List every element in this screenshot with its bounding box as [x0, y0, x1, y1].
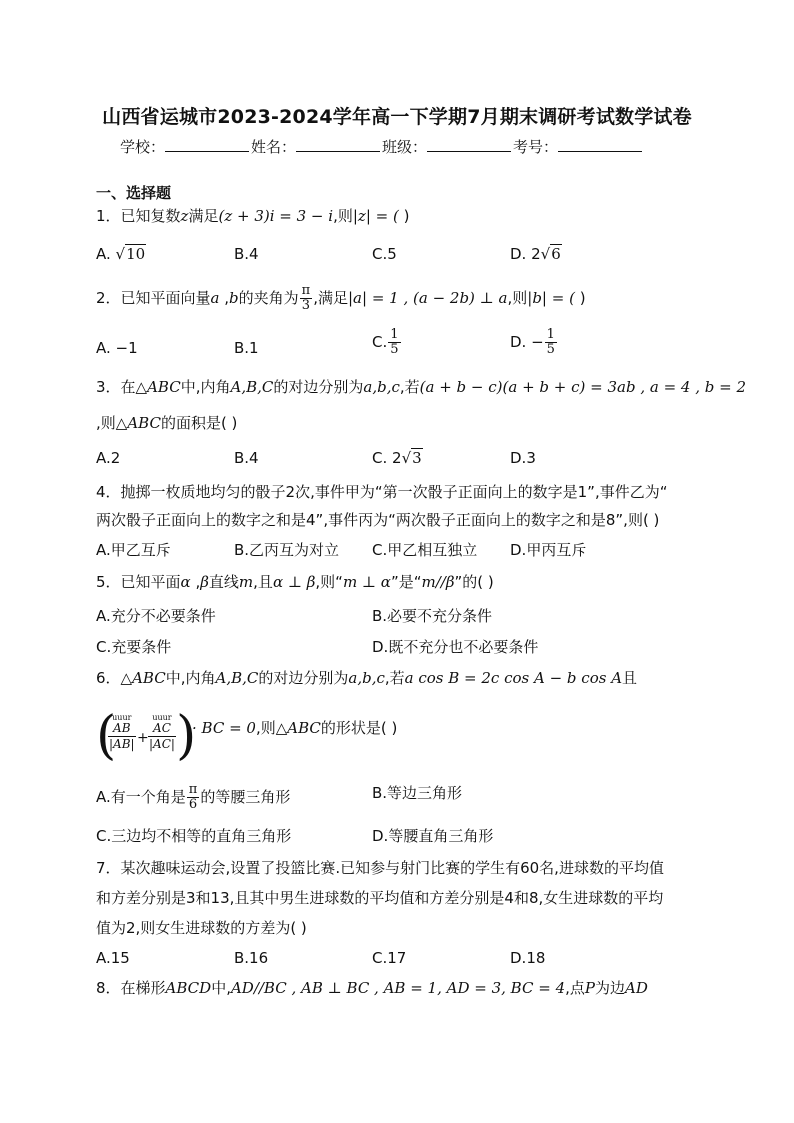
q6-expr: △ABC — [275, 719, 321, 737]
q8-expr: AD//BC , AB ⊥ BC , AB = 1, AD = 3, BC = 4 — [230, 979, 566, 997]
q2-text: ,则 — [507, 289, 528, 307]
q3-option-c — [372, 448, 423, 468]
question-8-stem — [96, 978, 648, 998]
fraction — [388, 328, 400, 357]
q2-text: 的夹角为 — [238, 289, 299, 307]
q8-expr: P — [584, 979, 595, 997]
right-paren: ) — [176, 706, 197, 766]
q6-text: 且 — [622, 669, 638, 687]
question-6-stem — [96, 668, 637, 688]
class-label: 班级： — [382, 138, 428, 156]
q5-text: ,则“ — [315, 573, 343, 591]
q8-text: 中, — [211, 979, 231, 997]
q6-option-d: D.等腰直角三角形 — [372, 827, 494, 845]
q6-expr: A,B,C — [215, 669, 259, 687]
q5-text: 5．已知平面 — [96, 573, 181, 591]
q2-text: ,满足 — [313, 289, 348, 307]
q5-expr: m — [238, 573, 254, 591]
q3-expr: A,B,C — [230, 378, 274, 396]
q1-expr: |z| = ( — [352, 207, 399, 225]
sqrt: √10 — [115, 245, 146, 263]
q1-text: ,则 — [333, 207, 353, 225]
q3-expr: △ABC — [135, 378, 181, 396]
vector-mark: uuur — [152, 713, 172, 722]
q2-vector: b — [229, 289, 239, 307]
frac-num: 1 — [390, 327, 399, 342]
question-7-line-1: 7．某次趣味运动会,设置了投篮比赛.已知参与射门比赛的学生有60名,进球数的平均值 — [96, 859, 664, 877]
q6-text: 的形状是( ) — [320, 719, 398, 737]
q5-text: ”的( ) — [454, 573, 494, 591]
section-title: 一、选择题 — [96, 184, 172, 202]
q4-option-d: D.甲丙互斥 — [510, 541, 587, 559]
q4-option-a: A.甲乙互斥 — [96, 541, 171, 559]
q5-expr: α ⊥ β — [272, 573, 316, 591]
q3-option-a: A.2 — [96, 449, 121, 467]
pi-over-3 — [300, 284, 313, 313]
q1-option-b: B.4 — [234, 245, 259, 263]
q5-option-d: D.既不充分也不必要条件 — [372, 638, 539, 656]
q5-option-c: C.充要条件 — [96, 638, 172, 656]
fraction — [545, 328, 557, 357]
q3-option-b: B.4 — [234, 449, 259, 467]
q6-option-a — [96, 783, 290, 812]
unit-vector-ac — [148, 714, 176, 752]
q1-option-d — [510, 244, 562, 264]
q5-expr: α — [180, 573, 191, 591]
q2-text: ) — [574, 289, 586, 307]
q2-text: 2．已知平面向量 — [96, 289, 211, 307]
q6-expr: · BC = 0 — [192, 719, 256, 737]
student-info-row — [120, 136, 644, 157]
q3-text: ,则 — [96, 414, 116, 432]
sqrt: √6 — [540, 245, 561, 263]
q5-text: ”是“ — [390, 573, 422, 591]
frac-den: 5 — [390, 342, 399, 357]
frac-den: |AB| — [109, 737, 135, 751]
q1-option-a — [96, 244, 146, 264]
frac-num: π — [301, 283, 311, 298]
q6-option-b: B.等边三角形 — [372, 784, 463, 802]
option-label: A.有一个角是 — [96, 788, 186, 806]
q6-text: ,则 — [255, 719, 276, 737]
option-label: C. — [372, 333, 388, 351]
q3-expr: a,b,c — [363, 378, 400, 396]
q6-expr: a cos B = 2c cos A − b cos A — [404, 669, 623, 687]
q2-expr: |a| = 1 , (a − 2b) ⊥ a — [348, 289, 508, 307]
frac-num: AB — [108, 721, 136, 737]
q1-text: 满足 — [188, 207, 219, 225]
question-3-stem-2 — [96, 413, 237, 433]
q3-text: ,若 — [399, 378, 420, 396]
exam-no-blank — [558, 137, 642, 152]
question-7-line-2: 和方差分别是3和13,且其中男生进球数的平均值和方差分别是4和8,女生进球数的平均 — [96, 889, 664, 907]
unit-vector-ab — [108, 714, 136, 752]
q3-text: 的面积是( ) — [160, 414, 238, 432]
q3-text: 中,内角 — [180, 378, 231, 396]
q8-expr: ABCD — [165, 979, 212, 997]
q1-expr: (z + 3)i = 3 − i — [218, 207, 334, 225]
option-label: D. − — [510, 333, 544, 351]
q2-option-b: B.1 — [234, 339, 259, 357]
option-label: D. 2 — [510, 245, 541, 263]
frac-den: 6 — [188, 797, 198, 812]
q2-vector: a — [210, 289, 220, 307]
q3-expr: (a + b − c)(a + b + c) = 3ab , a = 4 , b = 2 — [419, 378, 747, 396]
q8-text: ,点 — [565, 979, 585, 997]
frac-num: AC — [148, 721, 176, 737]
q6-option-c: C.三边均不相等的直角三角形 — [96, 827, 292, 845]
name-label: 姓名： — [251, 138, 297, 156]
q5-option-b: B.必要不充分条件 — [372, 607, 493, 625]
school-label: 学校： — [120, 138, 166, 156]
q6-expr: a,b,c — [348, 669, 385, 687]
q3-option-d: D.3 — [510, 449, 536, 467]
name-blank — [296, 137, 380, 152]
left-paren: ( — [96, 706, 117, 766]
question-3-stem — [96, 377, 746, 397]
exam-title: 山西省运城市2023-2024学年高一下学期7月期末调研考试数学试卷 — [102, 106, 692, 128]
q1-text: 1．已知复数 — [96, 207, 181, 225]
sqrt: √3 — [401, 449, 422, 467]
q6-text: ,若 — [384, 669, 405, 687]
pi-over-6 — [187, 783, 200, 812]
q5-text: ,且 — [253, 573, 273, 591]
frac-den: |AC| — [149, 737, 175, 751]
question-1-stem — [96, 206, 409, 226]
frac-num: π — [188, 782, 198, 797]
q2-option-d — [510, 328, 558, 357]
q5-text: , — [190, 573, 201, 591]
q6-text: 的对边分别为 — [258, 669, 349, 687]
q4-option-c: C.甲乙相互独立 — [372, 541, 478, 559]
frac-den: 5 — [546, 342, 555, 357]
q2-option-a: A. −1 — [96, 339, 138, 357]
radicand: 10 — [126, 245, 146, 263]
q2-option-c — [372, 328, 402, 357]
class-blank — [427, 137, 511, 152]
q6-text: 中,内角 — [165, 669, 216, 687]
plus-sign: + — [137, 730, 149, 746]
q1-option-c: C.5 — [372, 245, 397, 263]
q7-option-d: D.18 — [510, 949, 546, 967]
q5-expr: m//β — [421, 573, 455, 591]
option-text: 的等腰三角形 — [200, 788, 291, 806]
question-5-stem — [96, 572, 494, 592]
question-2-stem — [96, 284, 586, 313]
q4-option-b: B.乙丙互为对立 — [234, 541, 340, 559]
q5-expr: β — [200, 573, 209, 591]
q8-expr: AD — [625, 979, 648, 997]
q2-expr: |b| = ( — [527, 289, 575, 307]
q5-text: 直线 — [208, 573, 239, 591]
frac-den: 3 — [301, 298, 311, 313]
q7-option-a: A.15 — [96, 949, 130, 967]
question-7-line-3: 值为2,则女生进球数的方差为( ) — [96, 919, 307, 937]
q1-var: z — [180, 207, 189, 225]
exam-no-label: 考号： — [513, 138, 559, 156]
q3-text: 的对边分别为 — [273, 378, 364, 396]
vector-mark: uuur — [112, 713, 132, 722]
radicand: 6 — [551, 245, 561, 263]
question-4-line-2: 两次骰子正面向上的数字之和是4”,事件丙为“两次骰子正面向上的数字之和是8”,则( ) — [96, 511, 660, 529]
frac-num: 1 — [546, 327, 555, 342]
q5-option-a: A.充分不必要条件 — [96, 607, 216, 625]
option-label: C. 2 — [372, 449, 402, 467]
q2-text: , — [219, 289, 230, 307]
q8-text: 为边 — [594, 979, 625, 997]
school-blank — [165, 137, 249, 152]
q3-text: 3．在 — [96, 378, 136, 396]
q7-option-b: B.16 — [234, 949, 269, 967]
q6-text: 6． — [96, 669, 121, 687]
q7-option-c: C.17 — [372, 949, 407, 967]
radicand: 3 — [412, 449, 422, 467]
q8-text: 8．在梯形 — [96, 979, 166, 997]
option-label: A. — [96, 245, 111, 263]
q1-text: ) — [398, 207, 410, 225]
q3-expr: △ABC — [115, 414, 161, 432]
q6-vector-expression — [96, 706, 197, 766]
q5-expr: m ⊥ α — [342, 573, 391, 591]
q6-expr: △ABC — [120, 669, 166, 687]
question-4-line-1: 4．抛掷一枚质地均匀的骰子2次,事件甲为“第一次骰子正面向上的数字是1”,事件乙为“ — [96, 483, 668, 501]
question-6-stem-2 — [192, 718, 397, 738]
